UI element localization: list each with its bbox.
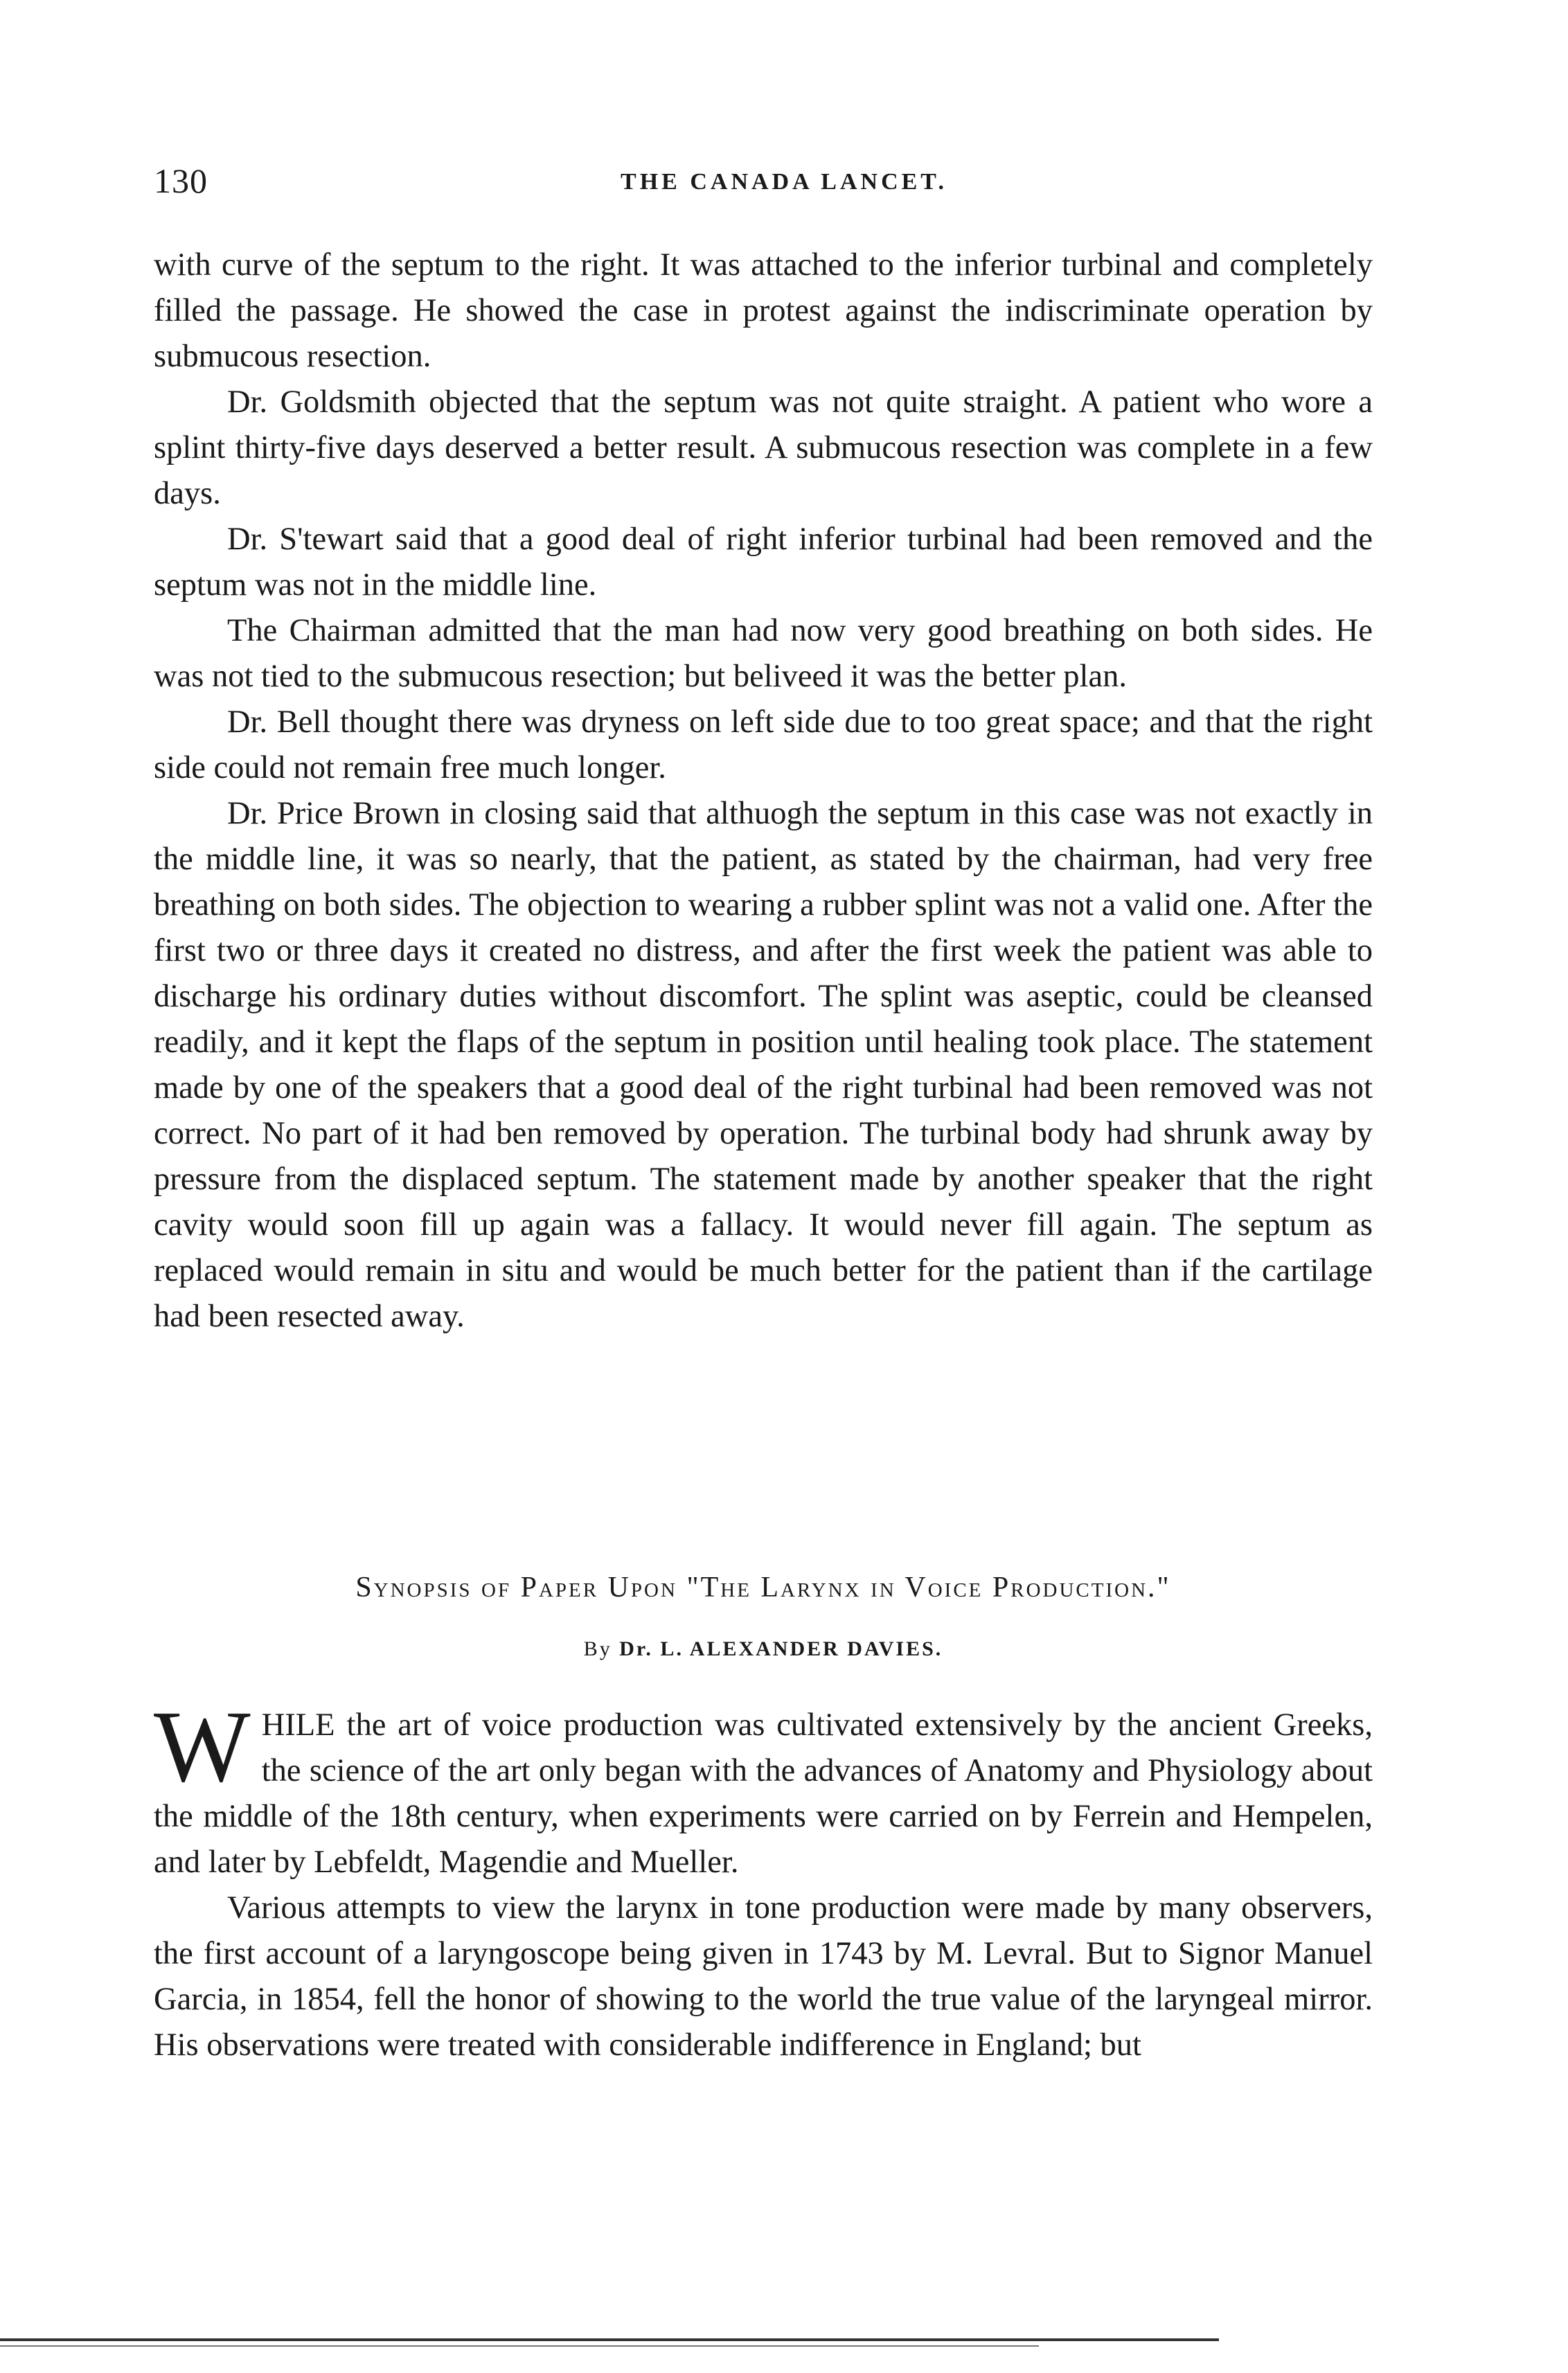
discussion-text	[154, 242, 1373, 1340]
paragraph: with curve of the septum to the right. It was attached to the inferior turbinal and completely filled the passage. He showed the case in protest against the indiscriminate operation by submucous resection.	[154, 247, 1373, 374]
paragraph: Dr. Price Brown in closing said that althuogh the septum in this case was not exactly in the middle line, it was so nearly, that the patient, as stated by the chairman, had very free breathing on both sides. The objection to wearing a rubber splint was not a valid one. After the first two or three days it created no distress, and after the first week the patient was able to discharge his ordinary duties without discomfort. The splint was aseptic, could be cleansed readily, and it kept the flaps of the septum in position until healing took place. The statement made by one of the speakers that a good deal of the right turbinal had been removed was not correct. No part of it had ben removed by operation. The turbinal body had shrunk away by pressure from the displaced septum. The statement made by another speaker that the right cavity would soon fill up again was a fallacy. It would never fill again. The septum as replaced would remain in situ and would be much better for the patient than if the cartilage had been resected away.	[154, 796, 1373, 1334]
rule-line	[0, 2345, 1039, 2347]
running-head	[154, 161, 1373, 209]
bottom-rule	[0, 2336, 1568, 2354]
paragraph: Dr. S'tewart said that a good deal of right inferior turbinal had been removed and the septum was not in the middle line.	[154, 522, 1373, 603]
journal-title: THE CANADA LANCET.	[621, 169, 947, 195]
byline-author: Dr. L. ALEXANDER DAVIES.	[619, 1637, 943, 1660]
article-title: Synopsis of Paper Upon "The Larynx in Voice Production."	[355, 1572, 1171, 1603]
paragraph: The Chairman admitted that the man had now very good breathing on both sides. He was not tied to the submucous resection; but beliveed it was the better plan.	[154, 613, 1373, 694]
paragraph: Dr. Bell thought there was dryness on left side due to too great space; and that the right side could not remain free much longer.	[154, 704, 1373, 785]
drop-cap: W	[154, 1690, 251, 1804]
paragraph: Dr. Goldsmith objected that the septum was not quite straight. A patient who wore a splint thirty-five days deserved a better result. A submucous resection was complete in a few days.	[154, 384, 1373, 511]
article-body	[154, 1690, 1373, 2068]
paragraph-first	[154, 1690, 1373, 1885]
byline-prefix: By	[583, 1637, 612, 1660]
rule-line	[0, 2338, 1219, 2341]
paragraph: Various attempts to view the larynx in tone production were made by many observers, the first account of a laryngoscope being given in 1743 by M. Levral. But to Signor Manuel Garcia, in 1854, fell the honor of showing to the world the true value of the laryngeal mirror. His observations were treated with considerable indifference in England; but	[154, 1890, 1373, 2063]
page-number: 130	[154, 161, 208, 200]
byline	[154, 1637, 1373, 1661]
paragraph-first-text: HILE the art of voice production was cultivated extensively by the ancient Greeks, the science of the art only began with the advances of Anatomy and Physiology about the middle of the 18th century, when experiments were carried on by Ferrein and Hempelen, and later by Lebfeldt, Magendie and Mueller.	[154, 1707, 1373, 1880]
